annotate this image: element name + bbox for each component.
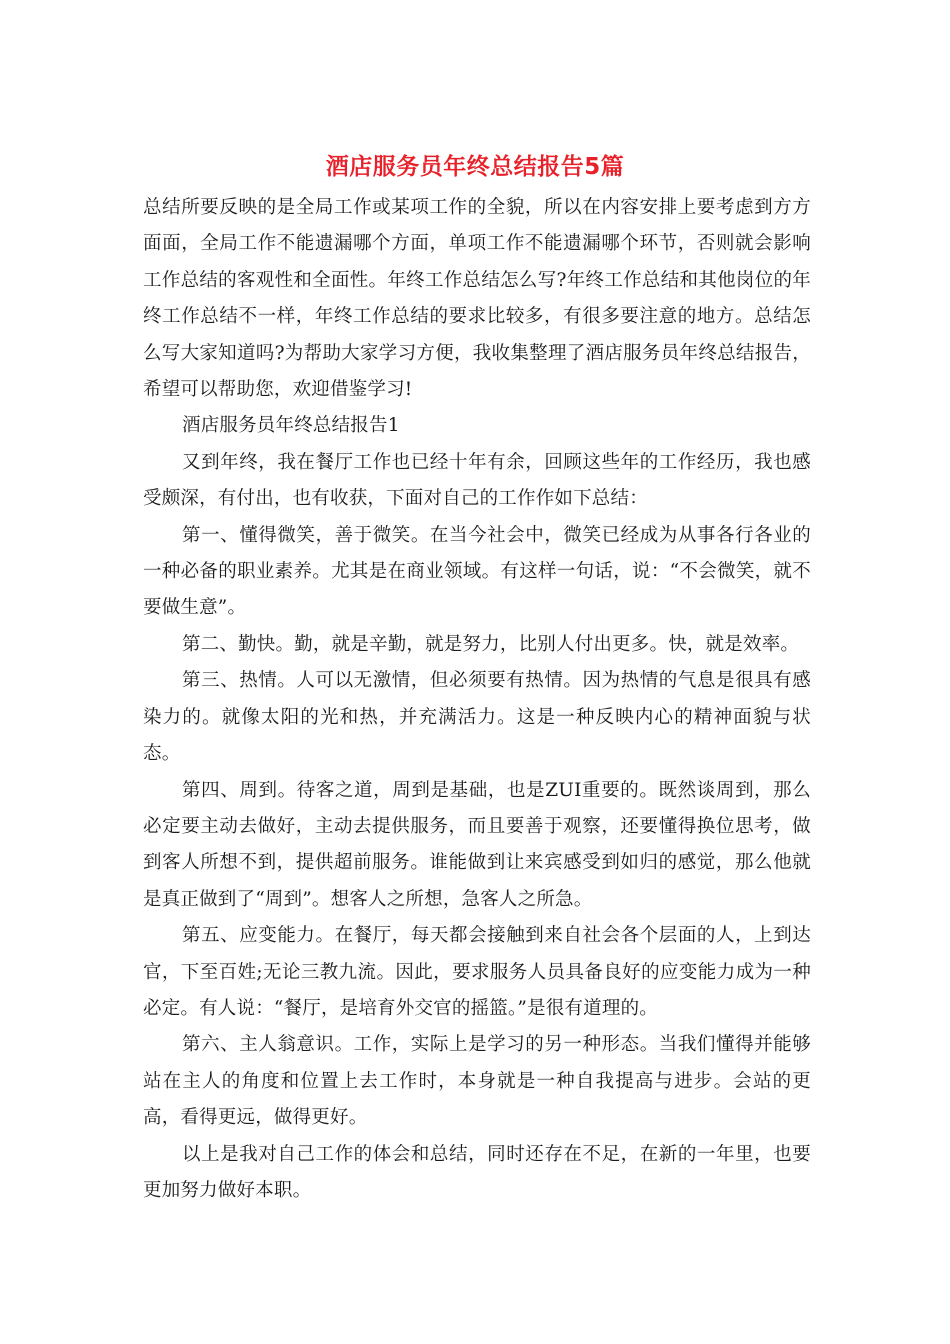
closing-paragraph: 以上是我对自己工作的体会和总结，同时还存在不足，在新的一年里，也要更加努力做好本职。 — [143, 1143, 811, 1201]
body-paragraph: 第二、勤快。勤，就是辛勤，就是努力，比别人付出更多。快，就是效率。 — [182, 633, 800, 655]
body-paragraph: 第三、热情。人可以无激情，但必须要有热情。因为热情的气息是很具有感染力的。就像太阳的光和热，并充满活力。这是一种反映内心的精神面貌与状态。 — [143, 670, 811, 765]
body-paragraph: 第五、应变能力。在餐厅，每天都会接触到来自社会各个层面的人，上到达官，下至百姓;无论三教九流。因此，要求服务人员具备良好的应变能力成为一种必定。有人说：“餐厅，是培育外交官的摇篮。”是很有道理的。 — [143, 925, 811, 1019]
body-paragraph: 又到年终，我在餐厅工作也已经十年有余，回顾这些年的工作经历，我也感受颇深，有付出，也有收获，下面对自己的工作作如下总结： — [143, 451, 811, 510]
document-body — [143, 190, 811, 1209]
document-title: 酒店服务员年终总结报告5篇 — [325, 154, 625, 180]
body-paragraph: 第四、周到。待客之道，周到是基础，也是ZUI重要的。既然谈周到，那么必定要主动去做好，主动去提供服务，而且要善于观察，还要懂得换位思考，做到客人所想不到，提供超前服务。谁能做到让来宾感受到如归的感觉，那么他就是真正做到了“周到”。想客人之所想，急客人之所急。 — [143, 779, 811, 910]
intro-paragraph: 总结所要反映的是全局工作或某项工作的全貌，所以在内容安排上要考虑到方方面面，全局工作不能遗漏哪个方面，单项工作不能遗漏哪个环节，否则就会影响工作总结的客观性和全面性。年终工作总结怎么写?年终工作总结和其他岗位的年终工作总结不一样，年终工作总结的要求比较多，有很多要注意的地方。总结怎么写大家知道吗?为帮助大家学习方便，我收集整理了酒店服务员年终总结报告，希望可以帮助您，欢迎借鉴学习! — [143, 197, 811, 401]
body-paragraph: 第六、主人翁意识。工作，实际上是学习的另一种形态。当我们懂得并能够站在主人的角度和位置上去工作时，本身就是一种自我提高与进步。会站的更高，看得更远，做得更好。 — [143, 1034, 811, 1129]
body-paragraph: 第一、懂得微笑，善于微笑。在当今社会中，微笑已经成为从事各行各业的一种必备的职业素养。尤其是在商业领域。有这样一句话，说：“不会微笑，就不要做生意”。 — [143, 524, 811, 619]
section-heading: 酒店服务员年终总结报告1 — [182, 415, 400, 437]
